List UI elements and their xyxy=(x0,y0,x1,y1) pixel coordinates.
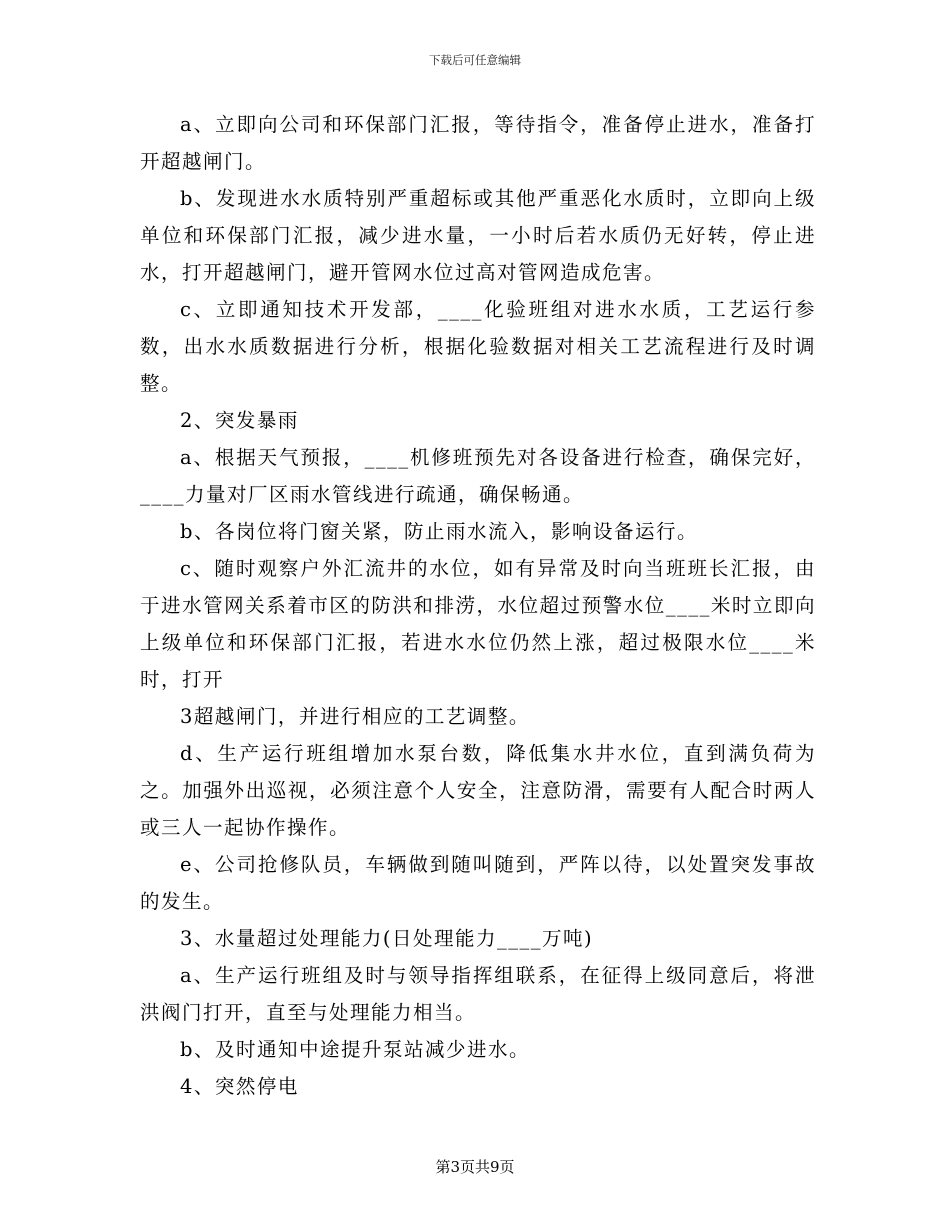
section-heading-4: 4、突然停电 xyxy=(180,1075,299,1098)
paragraph-2c-continued: 3超越闸门，并进行相应的工艺调整。 xyxy=(180,705,530,728)
paragraph-3a: a、生产运行班组及时与领导指挥组联系，在征得上级同意后，将泄洪阀门打开，直至与处理能力相当。 xyxy=(140,964,816,1024)
page-number: 第3页共9页 xyxy=(435,1158,515,1176)
paragraph-2c: c、随时观察户外汇流井的水位，如有异常及时向当班班长汇报，由于进水管网关系着市区的防洪和排涝，水位超过预警水位____米时立即向上级单位和环保部门汇报，若进水水位仍然上涨，超过极限水位____米时，打开 xyxy=(140,557,816,691)
paragraph-1b: b、发现进水水质特别严重超标或其他严重恶化水质时，立即向上级单位和环保部门汇报，减少进水量，一小时后若水质仍无好转，停止进水，打开超越闸门，避开管网水位过高对管网造成危害。 xyxy=(140,187,816,284)
section-heading-2: 2、突发暴雨 xyxy=(180,409,299,432)
paragraph-1c: c、立即通知技术开发部，____化验班组对进水水质，工艺运行参数，出水水质数据进行分析，根据化验数据对相关工艺流程进行及时调整。 xyxy=(140,298,816,395)
paragraph-2d: d、生产运行班组增加水泵台数，降低集水井水位，直到满负荷为之。加强外出巡视，必须注意个人安全，注意防滑，需要有人配合时两人或三人一起协作操作。 xyxy=(140,742,816,839)
paragraph-3b: b、及时通知中途提升泵站减少进水。 xyxy=(180,1038,530,1061)
page-header-note: 下载后可任意编辑 xyxy=(429,53,521,67)
document-body xyxy=(140,106,816,1105)
section-heading-3: 3、水量超过处理能力(日处理能力____万吨) xyxy=(180,927,594,950)
paragraph-1a: a、立即向公司和环保部门汇报，等待指令，准备停止进水，准备打开超越闸门。 xyxy=(140,113,816,173)
paragraph-2e: e、公司抢修队员，车辆做到随叫随到，严阵以待，以处置突发事故的发生。 xyxy=(140,853,816,913)
paragraph-2a: a、根据天气预报，____机修班预先对各设备进行检查，确保完好，____力量对厂区雨水管线进行疏通，确保畅通。 xyxy=(140,446,816,506)
paragraph-2b: b、各岗位将门窗关紧，防止雨水流入，影响设备运行。 xyxy=(180,520,698,543)
